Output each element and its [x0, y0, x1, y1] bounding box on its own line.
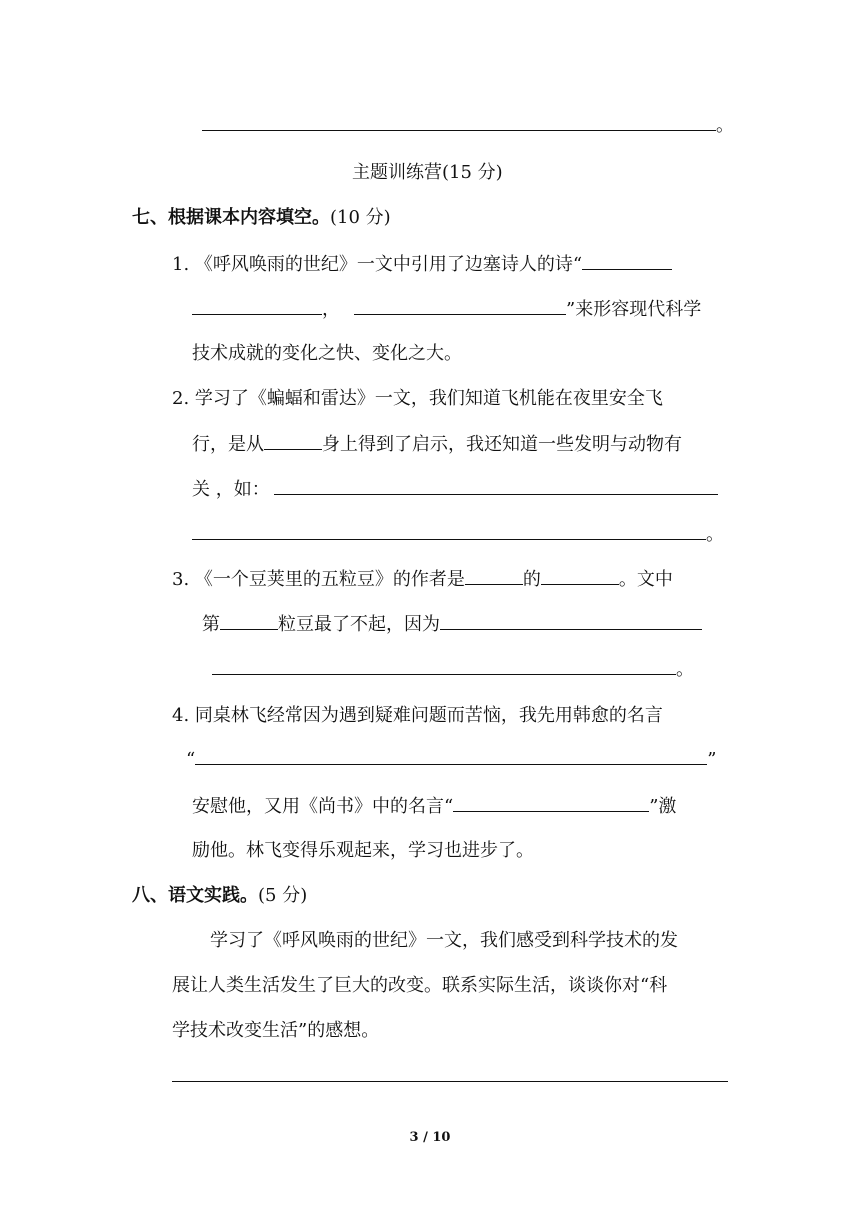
answer-blank[interactable]: [582, 252, 672, 270]
q7-item-1-line-1: 1. 《呼风唤雨的世纪》一文中引用了边塞诗人的诗“: [172, 252, 672, 277]
answer-line-top: 。: [202, 113, 734, 138]
question-8-title: 八、语文实践。: [132, 885, 258, 906]
q8-paragraph-line-1: 学习了《呼风唤雨的世纪》一文，我们感受到科学技术的发: [210, 930, 678, 951]
answer-blank[interactable]: [202, 113, 716, 131]
answer-blank[interactable]: [440, 612, 702, 630]
q7-item-4-line-4: 励他。林飞变得乐观起来，学习也进步了。: [192, 840, 534, 861]
q7-item-2-line-3: 关 ，如：: [192, 477, 718, 502]
q7-item-2-line-1: 2. 学习了《蝙蝠和雷达》一文，我们知道飞机能在夜里安全飞: [172, 388, 663, 409]
q7-item-4-line-2: “ ”: [186, 749, 717, 770]
section-title: 主题训练营(15 分): [352, 162, 503, 183]
q7-item-4-line-3: 安慰他，又用《尚书》中的名言“ ”激: [192, 796, 677, 817]
answer-blank[interactable]: [541, 567, 619, 585]
question-7-heading: [132, 206, 391, 230]
q7-item-1-line-3: 技术成就的变化之快、变化之大。: [192, 343, 462, 364]
answer-blank[interactable]: [465, 567, 523, 585]
question-8-heading: [132, 884, 307, 908]
answer-blank[interactable]: [453, 794, 649, 812]
q8-paragraph-line-2: 展让人类生活发生了巨大的改变。联系实际生活，谈谈你对“科: [172, 975, 668, 996]
question-7-score: (10 分): [330, 207, 391, 228]
q7-item-4-line-1: 4. 同桌林飞经常因为遇到疑难问题而苦恼，我先用韩愈的名言: [172, 705, 663, 726]
answer-blank[interactable]: [172, 1064, 728, 1082]
q7-item-3-line-3: 。: [212, 657, 694, 682]
q7-item-3-line-1: 3. 《一个豆荚里的五粒豆》的作者是 的 。文中: [172, 569, 673, 590]
answer-blank[interactable]: [274, 477, 718, 495]
answer-blank[interactable]: [192, 522, 706, 540]
q7-item-1-line-2: ， ”来形容现代科学: [192, 297, 701, 322]
answer-blank[interactable]: [354, 297, 566, 315]
question-8-score: (5 分): [258, 885, 308, 906]
q7-item-2-line-4: 。: [192, 522, 724, 547]
q8-paragraph-line-3: 学技术改变生活”的感想。: [172, 1020, 380, 1041]
answer-blank[interactable]: [195, 747, 707, 765]
answer-blank[interactable]: [212, 657, 676, 675]
q7-item-2-line-2: 行，是从 身上得到了启示，我还知道一些发明与动物有: [192, 434, 682, 455]
q7-item-3-line-2: 第 粒豆最了不起，因为: [202, 612, 702, 637]
q8-answer-line: [172, 1064, 728, 1089]
page-number: 3 / 10: [409, 1130, 451, 1145]
answer-blank[interactable]: [192, 297, 322, 315]
answer-blank[interactable]: [264, 432, 322, 450]
question-7-title: 七、根据课本内容填空。: [132, 207, 330, 228]
answer-blank[interactable]: [220, 612, 278, 630]
